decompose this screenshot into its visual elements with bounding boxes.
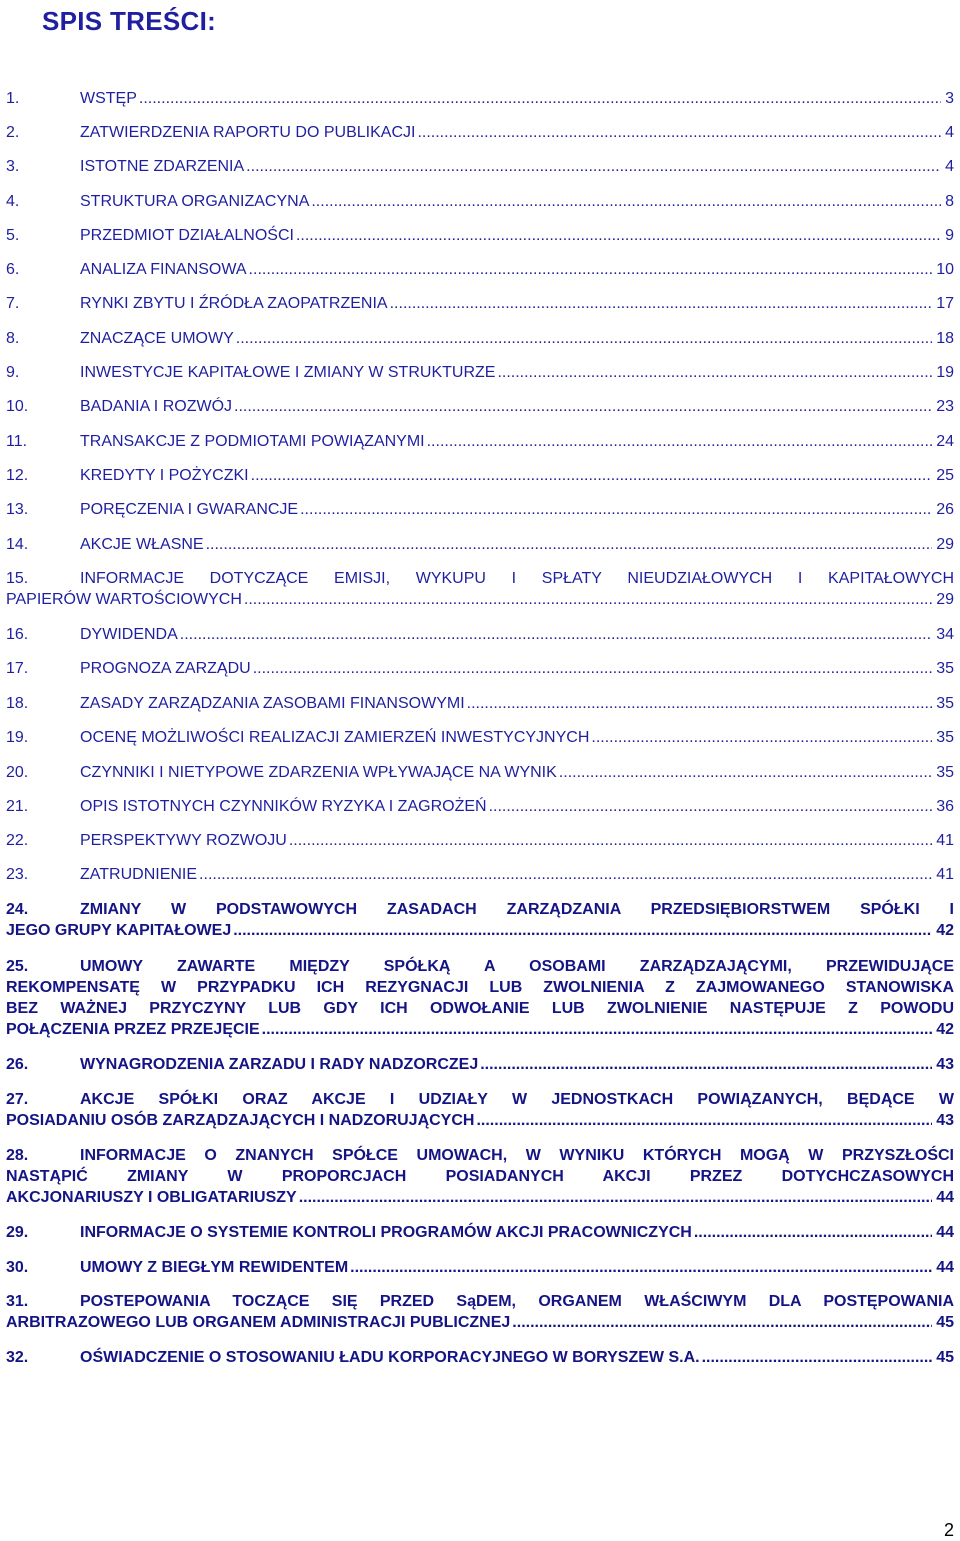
toc-entry-leader-line bbox=[6, 864, 954, 885]
toc-entry-number: 8. bbox=[6, 330, 20, 347]
toc-entry-text-line: ZMIANY W PODSTAWOWYCH ZASADACH ZARZĄDZANIA PRZEDSIĘBIORSTWEM SPÓŁKI I bbox=[80, 901, 954, 918]
dot-leader bbox=[311, 191, 941, 212]
dot-leader bbox=[234, 396, 932, 417]
toc-entry-page: 35 bbox=[936, 729, 954, 746]
toc-entry-title: ANALIZA FINANSOWA bbox=[80, 261, 247, 278]
dot-leader bbox=[236, 328, 932, 349]
toc-entry-text-line: UMOWY ZAWARTE MIĘDZY SPÓŁKĄ A OSOBAMI ZARZĄDZAJĄCYMI, PRZEWIDUJĄCE bbox=[80, 958, 954, 975]
toc-entry-number: 3. bbox=[6, 158, 20, 175]
toc-entry-page: 29 bbox=[936, 591, 954, 608]
toc-entry-number: 13. bbox=[6, 501, 29, 518]
toc-entry-text-line: POSTEPOWANIA TOCZĄCE SIĘ PRZED SąDEM, ORGANEM WŁAŚCIWYM DLA POSTĘPOWANIA bbox=[80, 1293, 954, 1310]
toc-entry-page: 36 bbox=[936, 798, 954, 815]
toc-entry-page: 44 bbox=[936, 1224, 954, 1241]
toc-entry-number: 19. bbox=[6, 729, 29, 746]
dot-leader bbox=[199, 864, 932, 885]
toc-entry-page: 44 bbox=[936, 1259, 954, 1276]
dot-leader bbox=[251, 465, 933, 486]
toc-entry-number: 11. bbox=[6, 433, 28, 450]
toc-entry-number: 15. bbox=[6, 570, 29, 587]
toc-entry-number: 4. bbox=[6, 193, 20, 210]
toc-entry-title: PROGNOZA ZARZĄDU bbox=[80, 660, 251, 677]
toc-entry-title: KREDYTY I POŻYCZKI bbox=[80, 467, 249, 484]
toc-entry-number: 31. bbox=[6, 1293, 29, 1310]
toc-entry-page: 18 bbox=[936, 330, 954, 347]
toc-entry-page: 43 bbox=[936, 1112, 954, 1129]
toc-entry-leader-line bbox=[6, 328, 954, 349]
toc-entry-leader-line bbox=[6, 658, 954, 679]
dot-leader bbox=[512, 1312, 932, 1333]
toc-entry[interactable] bbox=[6, 796, 954, 817]
toc-entry[interactable] bbox=[6, 396, 954, 417]
toc-entry-title: PERSPEKTYWY ROZWOJU bbox=[80, 832, 287, 849]
toc-entry-number: 10. bbox=[6, 398, 29, 415]
toc-entry-number: 30. bbox=[6, 1259, 29, 1276]
toc-entry-number: 21. bbox=[6, 798, 29, 815]
toc-entry-title: ZASADY ZARZĄDZANIA ZASOBAMI FINANSOWYMI bbox=[80, 695, 465, 712]
toc-entry-leader-line bbox=[6, 1110, 954, 1131]
toc-entry-number: 12. bbox=[6, 467, 29, 484]
toc-entry-number: 6. bbox=[6, 261, 20, 278]
toc-entry[interactable] bbox=[6, 624, 954, 645]
toc-entry[interactable] bbox=[6, 1054, 954, 1075]
toc-entry[interactable] bbox=[6, 534, 954, 555]
toc-entry-page: 8 bbox=[945, 193, 954, 210]
toc-entry-text-line: BEZ WAŻNEJ PRZYCZYNY LUB GDY ICH ODWOŁANIE LUB ZWOLNIENIE NASTĘPUJE Z POWODU bbox=[6, 1000, 954, 1017]
toc-entry-title: TRANSAKCJE Z PODMIOTAMI POWIĄZANYMI bbox=[80, 433, 425, 450]
toc-entry-number: 18. bbox=[6, 695, 29, 712]
toc-entry-title: WYNAGRODZENIA ZARZADU I RADY NADZORCZEJ bbox=[80, 1056, 479, 1073]
toc-entry-number: 16. bbox=[6, 626, 29, 643]
toc-entry[interactable] bbox=[6, 293, 954, 314]
toc-entry-page: 35 bbox=[936, 764, 954, 781]
toc-entry[interactable] bbox=[6, 499, 954, 520]
toc-entry-number: 26. bbox=[6, 1056, 29, 1073]
toc-entry-number: 24. bbox=[6, 901, 29, 918]
dot-leader bbox=[591, 727, 932, 748]
dot-leader bbox=[249, 259, 933, 280]
toc-entry-number: 14. bbox=[6, 536, 29, 553]
toc-entry-text-line: INFORMACJE DOTYCZĄCE EMISJI, WYKUPU I SPŁATY NIEUDZIAŁOWYCH I KAPITAŁOWYCH bbox=[80, 570, 954, 587]
toc-entry-title: DYWIDENDA bbox=[80, 626, 178, 643]
toc-entry-page: 4 bbox=[945, 124, 954, 141]
toc-entry-leader-line bbox=[6, 225, 954, 246]
toc-entry-page: 3 bbox=[945, 90, 954, 107]
toc-entry-title: UMOWY Z BIEGŁYM REWIDENTEM bbox=[80, 1259, 349, 1276]
dot-leader bbox=[702, 1347, 933, 1368]
toc-entry-number: 17. bbox=[6, 660, 29, 677]
dot-leader bbox=[244, 589, 932, 610]
toc-entry-page: 44 bbox=[936, 1189, 954, 1206]
toc-entry-number: 28. bbox=[6, 1147, 29, 1164]
toc-entry-page: 42 bbox=[936, 1021, 954, 1038]
toc-entry[interactable] bbox=[6, 899, 954, 941]
toc-entry-leader-line bbox=[6, 1257, 954, 1278]
toc-entry-leader-line bbox=[6, 830, 954, 851]
toc-entry-leader-line bbox=[6, 1054, 954, 1075]
toc-entry-title: OCENĘ MOŻLIWOŚCI REALIZACJI ZAMIERZEŃ INWESTYCYJNYCH bbox=[80, 729, 590, 746]
toc-entry-leader-line bbox=[6, 920, 954, 941]
toc-entry-leader-line bbox=[6, 1222, 954, 1243]
dot-leader bbox=[139, 88, 941, 109]
toc-entry-title: WSTĘP bbox=[80, 90, 137, 107]
dot-leader bbox=[427, 431, 933, 452]
toc-entry-leader-line bbox=[6, 534, 954, 555]
dot-leader bbox=[180, 624, 932, 645]
toc-entry-title: ZATRUDNIENIE bbox=[80, 866, 198, 883]
toc-entry-leader-line bbox=[6, 122, 954, 143]
toc-entry-title: ARBITRAZOWEGO LUB ORGANEM ADMINISTRACJI PUBLICZNEJ bbox=[6, 1314, 511, 1331]
toc-entry-leader-line bbox=[6, 293, 954, 314]
toc-entry-title: RYNKI ZBYTU I ŹRÓDŁA ZAOPATRZENIA bbox=[80, 295, 388, 312]
dot-leader bbox=[467, 693, 933, 714]
toc-entry[interactable] bbox=[6, 362, 954, 383]
toc-entry-leader-line bbox=[6, 589, 954, 610]
toc-entry-title: INWESTYCJE KAPITAŁOWE I ZMIANY W STRUKTURZE bbox=[80, 364, 496, 381]
toc-entry-page: 24 bbox=[936, 433, 954, 450]
toc-entry[interactable] bbox=[6, 864, 954, 885]
toc-entry-title: BADANIA I ROZWÓJ bbox=[80, 398, 233, 415]
toc-entry-page: 9 bbox=[945, 227, 954, 244]
toc-entry-leader-line bbox=[6, 1019, 954, 1040]
toc-entry[interactable] bbox=[6, 1089, 954, 1131]
dot-leader bbox=[489, 796, 933, 817]
toc-entry-leader-line bbox=[6, 499, 954, 520]
toc-entry-number: 32. bbox=[6, 1349, 29, 1366]
toc-entry-page: 42 bbox=[936, 922, 954, 939]
dot-leader bbox=[299, 1187, 933, 1208]
toc-entry[interactable] bbox=[6, 762, 954, 783]
dot-leader bbox=[390, 293, 933, 314]
toc-entry-leader-line bbox=[6, 796, 954, 817]
toc-entry-leader-line bbox=[6, 156, 954, 177]
toc-entry-leader-line bbox=[6, 1187, 954, 1208]
toc-entry-title: PAPIERÓW WARTOŚCIOWYCH bbox=[6, 591, 242, 608]
toc-entry-number: 29. bbox=[6, 1224, 29, 1241]
toc-entry-page: 19 bbox=[936, 364, 954, 381]
toc-entry-text-line: REKOMPENSATĘ W PRZYPADKU ICH REZYGNACJI LUB ZWOLNIENIA Z ZAJMOWANEGO STANOWISKA bbox=[6, 979, 954, 996]
toc-entry-number: 2. bbox=[6, 124, 20, 141]
toc-entry-leader-line bbox=[6, 465, 954, 486]
toc-entry-title: CZYNNIKI I NIETYPOWE ZDARZENIA WPŁYWAJĄCE NA WYNIK bbox=[80, 764, 557, 781]
toc-entry[interactable] bbox=[6, 658, 954, 679]
toc-entry[interactable] bbox=[6, 328, 954, 349]
toc-entry-leader-line bbox=[6, 259, 954, 280]
toc-entry-title: STRUKTURA ORGANIZACYNA bbox=[80, 193, 310, 210]
toc-entry-leader-line bbox=[6, 1347, 954, 1368]
toc-entry-title: ISTOTNE ZDARZENIA bbox=[80, 158, 245, 175]
toc-entry-number: 5. bbox=[6, 227, 20, 244]
toc-entry-number: 9. bbox=[6, 364, 20, 381]
dot-leader bbox=[476, 1110, 932, 1131]
toc-entry-page: 4 bbox=[945, 158, 954, 175]
dot-leader bbox=[350, 1257, 932, 1278]
toc-entry[interactable] bbox=[6, 156, 954, 177]
toc-entry[interactable] bbox=[6, 191, 954, 212]
dot-leader bbox=[296, 225, 941, 246]
toc-entry-number: 22. bbox=[6, 832, 29, 849]
toc-entry-number: 20. bbox=[6, 764, 29, 781]
toc-entry[interactable] bbox=[6, 88, 954, 109]
toc-entry-page: 35 bbox=[936, 695, 954, 712]
toc-entry-leader-line bbox=[6, 693, 954, 714]
toc-entry-leader-line bbox=[6, 396, 954, 417]
toc-entry-leader-line bbox=[6, 362, 954, 383]
page-number: 2 bbox=[943, 1520, 954, 1540]
dot-leader bbox=[480, 1054, 932, 1075]
dot-leader bbox=[289, 830, 932, 851]
toc-entry[interactable] bbox=[6, 122, 954, 143]
dot-leader bbox=[253, 658, 933, 679]
toc-entry-number: 27. bbox=[6, 1091, 29, 1108]
toc-entry-leader-line bbox=[6, 88, 954, 109]
dot-leader bbox=[497, 362, 932, 383]
toc-entry[interactable] bbox=[6, 727, 954, 748]
toc-entry-title: AKCJE WŁASNE bbox=[80, 536, 204, 553]
toc-entry-leader-line bbox=[6, 191, 954, 212]
toc-entry-text-line: NASTĄPIĆ ZMIANY W PROPORCJACH POSIADANYCH AKCJI PRZEZ DOTYCHCZASOWYCH bbox=[6, 1168, 954, 1185]
toc-entry[interactable] bbox=[6, 693, 954, 714]
toc-entry-page: 45 bbox=[936, 1314, 954, 1331]
toc-entry-page: 26 bbox=[936, 501, 954, 518]
toc-entry-number: 1. bbox=[6, 90, 20, 107]
toc-entry[interactable] bbox=[6, 259, 954, 280]
toc-entry[interactable] bbox=[6, 1145, 954, 1208]
toc-entry-number: 7. bbox=[6, 295, 20, 312]
toc-entry-title: OPIS ISTOTNYCH CZYNNIKÓW RYZYKA I ZAGROŻEŃ bbox=[80, 798, 487, 815]
toc-entry-leader-line bbox=[6, 624, 954, 645]
toc-entry[interactable] bbox=[6, 568, 954, 610]
toc-entry[interactable] bbox=[6, 1257, 954, 1278]
toc-entry[interactable] bbox=[6, 431, 954, 452]
dot-leader bbox=[262, 1019, 933, 1040]
toc-entry-page: 41 bbox=[936, 832, 954, 849]
toc-entry-title: POSIADANIU OSÓB ZARZĄDZAJĄCYCH I NADZORUJĄCYCH bbox=[6, 1112, 475, 1129]
page-title: SPIS TREŚCI: bbox=[42, 6, 217, 36]
toc-entry-leader-line bbox=[6, 727, 954, 748]
toc-entry[interactable] bbox=[6, 1347, 954, 1368]
toc-entry-number: 23. bbox=[6, 866, 29, 883]
toc-entry-page: 45 bbox=[936, 1349, 954, 1366]
dot-leader bbox=[559, 762, 932, 783]
toc-entry-page: 17 bbox=[936, 295, 954, 312]
toc-entry-page: 10 bbox=[936, 261, 954, 278]
toc-entry[interactable] bbox=[6, 465, 954, 486]
toc-entry-title: PRZEDMIOT DZIAŁALNOŚCI bbox=[80, 227, 294, 244]
dot-leader bbox=[300, 499, 932, 520]
toc-entry-leader-line bbox=[6, 1312, 954, 1333]
toc-entry-title: INFORMACJE O SYSTEMIE KONTROLI PROGRAMÓW AKCJI PRACOWNICZYCH bbox=[80, 1224, 692, 1241]
toc-entry[interactable] bbox=[6, 1291, 954, 1333]
toc-entry-page: 35 bbox=[936, 660, 954, 677]
dot-leader bbox=[694, 1222, 932, 1243]
toc-entry-title: POŁĄCZENIA PRZEZ PRZEJĘCIE bbox=[6, 1021, 260, 1038]
toc-entry-title: ZATWIERDZENIA RAPORTU DO PUBLIKACJI bbox=[80, 124, 416, 141]
toc-entry-text-line: AKCJE SPÓŁKI ORAZ AKCJE I UDZIAŁY W JEDNOSTKACH POWIĄZANYCH, BĘDĄCE W bbox=[80, 1091, 954, 1108]
toc-entry-title: AKCJONARIUSZY I OBLIGATARIUSZY bbox=[6, 1189, 297, 1206]
toc-entry-page: 29 bbox=[936, 536, 954, 553]
toc-entry-leader-line bbox=[6, 762, 954, 783]
toc-entry-page: 25 bbox=[936, 467, 954, 484]
toc-entry-title: JEGO GRUPY KAPITAŁOWEJ bbox=[6, 922, 232, 939]
dot-leader bbox=[206, 534, 933, 555]
toc-entry-title: PORĘCZENIA I GWARANCJE bbox=[80, 501, 299, 518]
toc-entry-leader-line bbox=[6, 431, 954, 452]
toc-entry-title: ZNACZĄCE UMOWY bbox=[80, 330, 234, 347]
toc-entry[interactable] bbox=[6, 956, 954, 1040]
toc-entry-number: 25. bbox=[6, 958, 29, 975]
toc-entry-title: OŚWIADCZENIE O STOSOWANIU ŁADU KORPORACYJNEGO W BORYSZEW S.A. bbox=[80, 1349, 700, 1366]
toc-entry[interactable] bbox=[6, 225, 954, 246]
dot-leader bbox=[417, 122, 941, 143]
toc-entry-page: 43 bbox=[936, 1056, 954, 1073]
dot-leader bbox=[246, 156, 941, 177]
toc-entry[interactable] bbox=[6, 830, 954, 851]
toc-entry-page: 23 bbox=[936, 398, 954, 415]
toc-entry-text-line: INFORMACJE O ZNANYCH SPÓŁCE UMOWACH, W WYNIKU KTÓRYCH MOGĄ W PRZYSZŁOŚCI bbox=[80, 1147, 954, 1164]
toc-entry-page: 41 bbox=[936, 866, 954, 883]
toc-entry-page: 34 bbox=[936, 626, 954, 643]
toc-entry[interactable] bbox=[6, 1222, 954, 1243]
dot-leader bbox=[233, 920, 932, 941]
